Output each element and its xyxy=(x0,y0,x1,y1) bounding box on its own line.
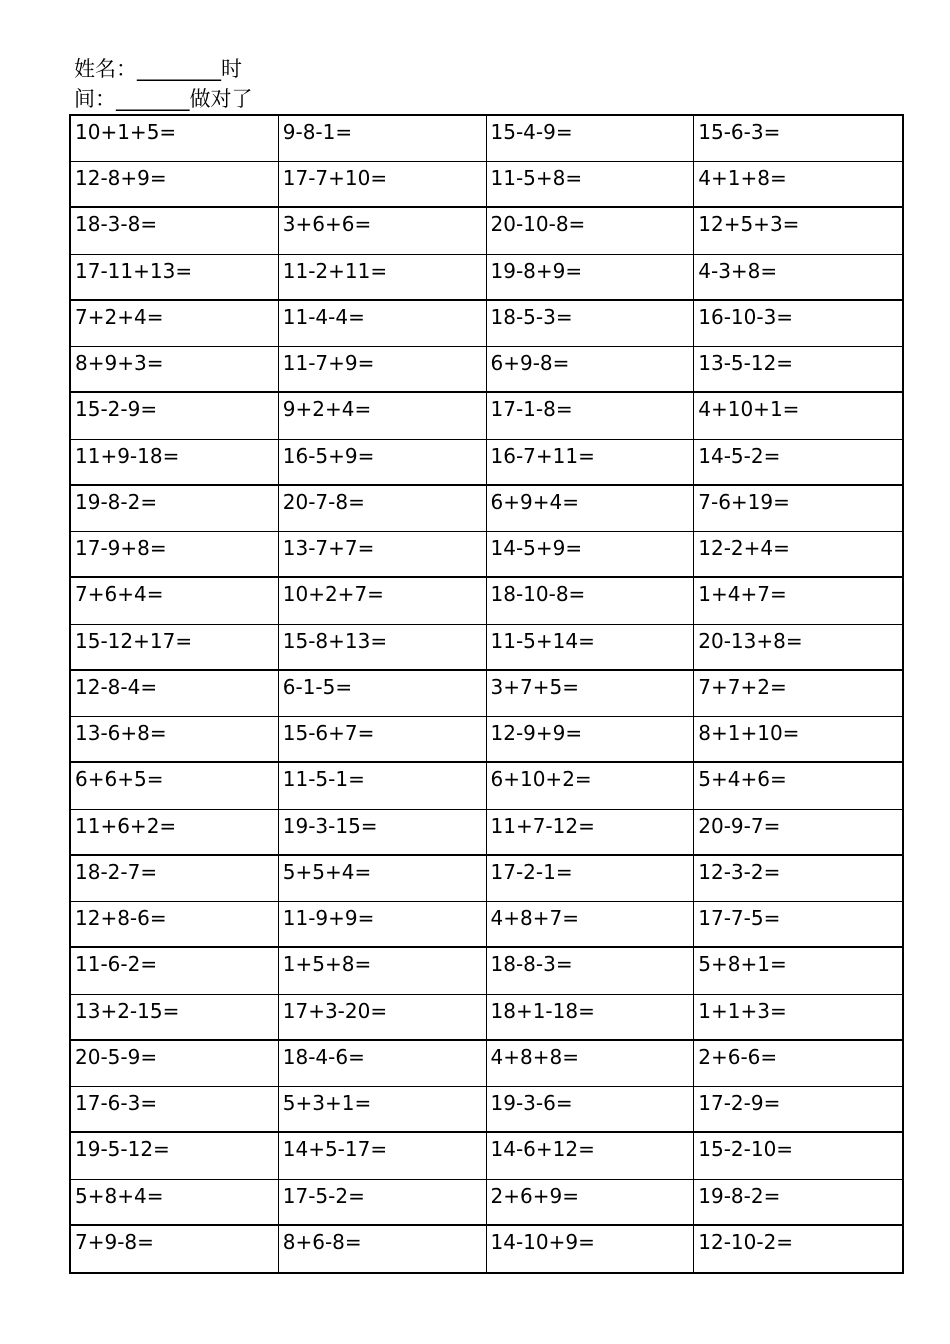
problem-cell: 18-8-3= xyxy=(487,948,695,994)
problem-cell: 12-10-2= xyxy=(698,1229,794,1254)
problem-cell: 17+3-20= xyxy=(279,995,487,1041)
problem-cell: 14-6+12= xyxy=(487,1133,695,1179)
problem-cell: 15-6-3= xyxy=(694,116,902,162)
problem-cell: 20-7-8= xyxy=(279,486,487,532)
name-time-line: 姓名：________时 xyxy=(74,57,242,81)
problem-cell: 2+6+9= xyxy=(487,1180,695,1226)
problem-cell: 14-5+9= xyxy=(487,532,695,578)
problem-cell: 5+3+1= xyxy=(279,1087,487,1133)
problem-cell: 11-2+11= xyxy=(279,255,487,301)
problem-cell: 17-2-1= xyxy=(487,856,695,902)
problem-cell: 19-8-2= xyxy=(71,486,279,532)
problem-cell: 20-13+8= xyxy=(694,625,902,671)
problem-cell: 10+2+7= xyxy=(279,578,487,624)
problem-cell: 4-3+8= xyxy=(694,255,902,301)
problem-cell: 17-1-8= xyxy=(487,393,695,439)
problem-cell: 16-10-3= xyxy=(694,301,902,347)
problem-cell: 15-2-10= xyxy=(694,1133,902,1179)
problem-cell: 1+1+3= xyxy=(694,995,902,1041)
problem-cell: 19-3-15= xyxy=(279,810,487,856)
problem-cell: 11-7+9= xyxy=(279,347,487,393)
problem-cell: 20-10-8= xyxy=(487,208,695,254)
problem-cell: 19-3-6= xyxy=(487,1087,695,1133)
problem-cell: 14-5-2= xyxy=(694,440,902,486)
problem-cell: 19-8+9= xyxy=(487,255,695,301)
problem-cell: 14-10+9= xyxy=(487,1226,695,1272)
problem-cell: 19-8-2= xyxy=(694,1180,902,1226)
problem-cell: 17-7-5= xyxy=(694,902,902,948)
problem-cell: 15-2-9= xyxy=(71,393,279,439)
problem-cell: 1+5+8= xyxy=(279,948,487,994)
problem-cell: 11-5+14= xyxy=(487,625,695,671)
problem-cell: 8+6-8= xyxy=(279,1226,487,1272)
problem-cell: 11-5-1= xyxy=(279,763,487,809)
problem-cell: 12-2+4= xyxy=(694,532,902,578)
problem-cell: 20-5-9= xyxy=(71,1041,279,1087)
problem-cell: 15-6+7= xyxy=(279,717,487,763)
problem-cell: 2+6-6= xyxy=(694,1041,902,1087)
problem-cell: 18-10-8= xyxy=(487,578,695,624)
problem-cell: 6+6+5= xyxy=(71,763,279,809)
problem-cell: 11+7-12= xyxy=(487,810,695,856)
problem-cell: 18-3-8= xyxy=(71,208,279,254)
problem-cell: 5+5+4= xyxy=(279,856,487,902)
problem-cell: 16-5+9= xyxy=(279,440,487,486)
problem-cell: 20-9-7= xyxy=(694,810,902,856)
problem-cell: 6+9-8= xyxy=(487,347,695,393)
problem-cell: 12-9+9= xyxy=(487,717,695,763)
problem-cell: 7-6+19= xyxy=(694,486,902,532)
problem-cell: 18+1-18= xyxy=(487,995,695,1041)
problem-cell: 12-8+9= xyxy=(71,162,279,208)
problem-cell: 4+10+1= xyxy=(694,393,902,439)
problem-cell: 7+9-8= xyxy=(71,1226,279,1272)
problem-cell: 12-3-2= xyxy=(694,856,902,902)
problem-cell: 13-5-12= xyxy=(694,347,902,393)
problem-cell: 14+5-17= xyxy=(279,1133,487,1179)
problem-table xyxy=(69,114,904,1274)
problem-cell: 15-12+17= xyxy=(71,625,279,671)
problem-cell: 17-5-2= xyxy=(279,1180,487,1226)
problem-cell: 6+9+4= xyxy=(487,486,695,532)
problem-cell: 13-7+7= xyxy=(279,532,487,578)
problem-cell: 18-4-6= xyxy=(279,1041,487,1087)
problem-cell: 5+4+6= xyxy=(694,763,902,809)
problem-cell: 17-2-9= xyxy=(694,1087,902,1133)
problem-cell: 4+8+7= xyxy=(487,902,695,948)
problem-cell: 12+8-6= xyxy=(71,902,279,948)
problem-cell: 9-8-1= xyxy=(279,116,487,162)
problem-cell: 19-5-12= xyxy=(71,1133,279,1179)
problem-cell: 11-4-4= xyxy=(279,301,487,347)
problem-cell: 11-9+9= xyxy=(279,902,487,948)
problem-cell: 7+7+2= xyxy=(694,671,902,717)
problem-cell: 18-5-3= xyxy=(487,301,695,347)
problem-cell: 17-11+13= xyxy=(71,255,279,301)
problem-cell: 13-6+8= xyxy=(71,717,279,763)
problem-cell: 4+8+8= xyxy=(487,1041,695,1087)
problem-cell: 1+4+7= xyxy=(694,578,902,624)
problem-cell: 3+6+6= xyxy=(279,208,487,254)
problem-cell: 7+6+4= xyxy=(71,578,279,624)
problem-cell: 12-8-4= xyxy=(71,671,279,717)
worksheet-header xyxy=(74,54,253,114)
problem-cell: 15-4-9= xyxy=(487,116,695,162)
problem-cell: 6-1-5= xyxy=(279,671,487,717)
problem-cell: 6+10+2= xyxy=(487,763,695,809)
problem-cell: 12+5+3= xyxy=(694,208,902,254)
problem-cell: 8+9+3= xyxy=(71,347,279,393)
problem-cell: 9+2+4= xyxy=(279,393,487,439)
problem-cell: 5+8+1= xyxy=(694,948,902,994)
problem-cell: 13+2-15= xyxy=(71,995,279,1041)
problem-cell: 5+8+4= xyxy=(71,1180,279,1226)
problem-cell: 11+9-18= xyxy=(71,440,279,486)
problem-cell: 11-5+8= xyxy=(487,162,695,208)
problem-cell: 15-8+13= xyxy=(279,625,487,671)
problem-cell: 8+1+10= xyxy=(694,717,902,763)
problem-cell: 7+2+4= xyxy=(71,301,279,347)
time-correct-line: 间：_______做对了 xyxy=(74,87,253,111)
problem-cell: 17-7+10= xyxy=(279,162,487,208)
problem-cell: 11-6-2= xyxy=(71,948,279,994)
problem-cell: 17-9+8= xyxy=(71,532,279,578)
problem-cell: 3+7+5= xyxy=(487,671,695,717)
problem-cell: 18-2-7= xyxy=(71,856,279,902)
problem-cell: 11+6+2= xyxy=(71,810,279,856)
problem-cell: 4+1+8= xyxy=(694,162,902,208)
problem-cell: 16-7+11= xyxy=(487,440,695,486)
problem-cell: 17-6-3= xyxy=(71,1087,279,1133)
problem-cell: 10+1+5= xyxy=(71,116,279,162)
